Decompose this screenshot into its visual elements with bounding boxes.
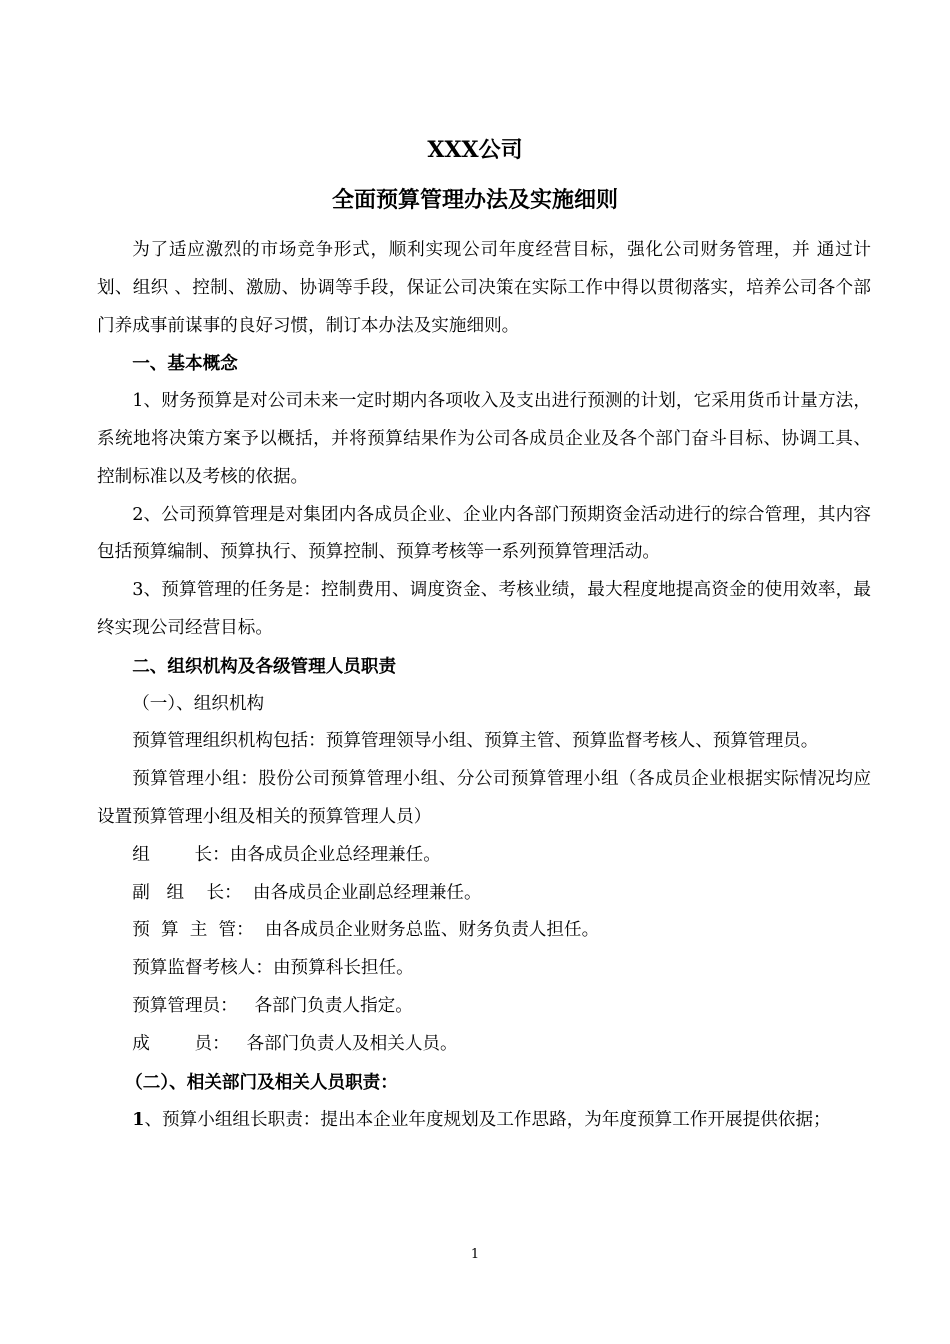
intro-paragraph: 为了适应激烈的市场竞争形式，顺利实现公司年度经营目标，强化公司财务管理，并 通过计划、组织 、控制、激励、协调等手段，保证公司决策在实际工作中得以贯彻落实，培养公司各个部门养成事前谋事的良好习惯，制订本办法及实施细则。 xyxy=(97,240,871,336)
role-line: 预算管理员： 各部门负责人指定。 xyxy=(132,995,413,1016)
role-line: 预 算 主 管： 由各成员企业财务总监、财务负责人担任。 xyxy=(132,920,600,941)
section2-subheading-1: （一）、组织机构 xyxy=(132,693,265,714)
role-line: 成 员： 各部门负责人及相关人员。 xyxy=(132,1033,458,1054)
duty-item-1-text: 、预算小组组长职责：提出本企业年度规划及工作思路，为年度预算工作开展提供依据； xyxy=(144,1110,831,1131)
section1-heading: 一、基本概念 xyxy=(132,353,238,375)
section2-subheading-2: （二）、相关部门及相关人员职责： xyxy=(125,1071,398,1093)
section1-paragraph-1: 1、财务预算是对公司未来一定时期内各项收入及支出进行预测的计划，它采用货币计量方法，系统地将决策方案予以概括，并将预算结果作为公司各成员企业及各个部门奋斗目标、协调工具、控制标准以及考核的依据。 xyxy=(97,391,871,487)
document-title-company: XXX公司 xyxy=(427,137,523,163)
section2-paragraph-2: 预算管理小组：股份公司预算管理小组、分公司预算管理小组（各成员企业根据实际情况均应设置预算管理小组及相关的预算管理人员） xyxy=(97,769,871,827)
section1-paragraph-2: 2、公司预算管理是对集团内各成员企业、企业内各部门预期资金活动进行的综合管理，其内容包括预算编制、预算执行、预算控制、预算考核等一系列预算管理活动。 xyxy=(97,504,871,563)
role-line: 副 组 长： 由各成员企业副总经理兼任。 xyxy=(132,882,482,903)
role-line: 组 长：由各成员企业总经理兼任。 xyxy=(132,844,441,865)
duty-item-1-number: 1 xyxy=(132,1109,145,1131)
role-line: 预算监督考核人：由预算科长担任。 xyxy=(132,958,414,979)
document-title-main: 全面预算管理办法及实施细则 xyxy=(331,187,618,213)
page-number: 1 xyxy=(470,1247,480,1262)
section2-heading: 二、组织机构及各级管理人员职责 xyxy=(132,655,397,677)
section2-paragraph-1: 预算管理组织机构包括：预算管理领导小组、预算主管、预算监督考核人、预算管理员。 xyxy=(132,731,819,752)
duty-item-1 xyxy=(97,1101,871,1140)
section1-paragraph-3: 3、预算管理的任务是：控制费用、调度资金、考核业绩，最大程度地提高资金的使用效率，最终实现公司经营目标。 xyxy=(97,580,871,638)
document-body xyxy=(97,232,871,1140)
